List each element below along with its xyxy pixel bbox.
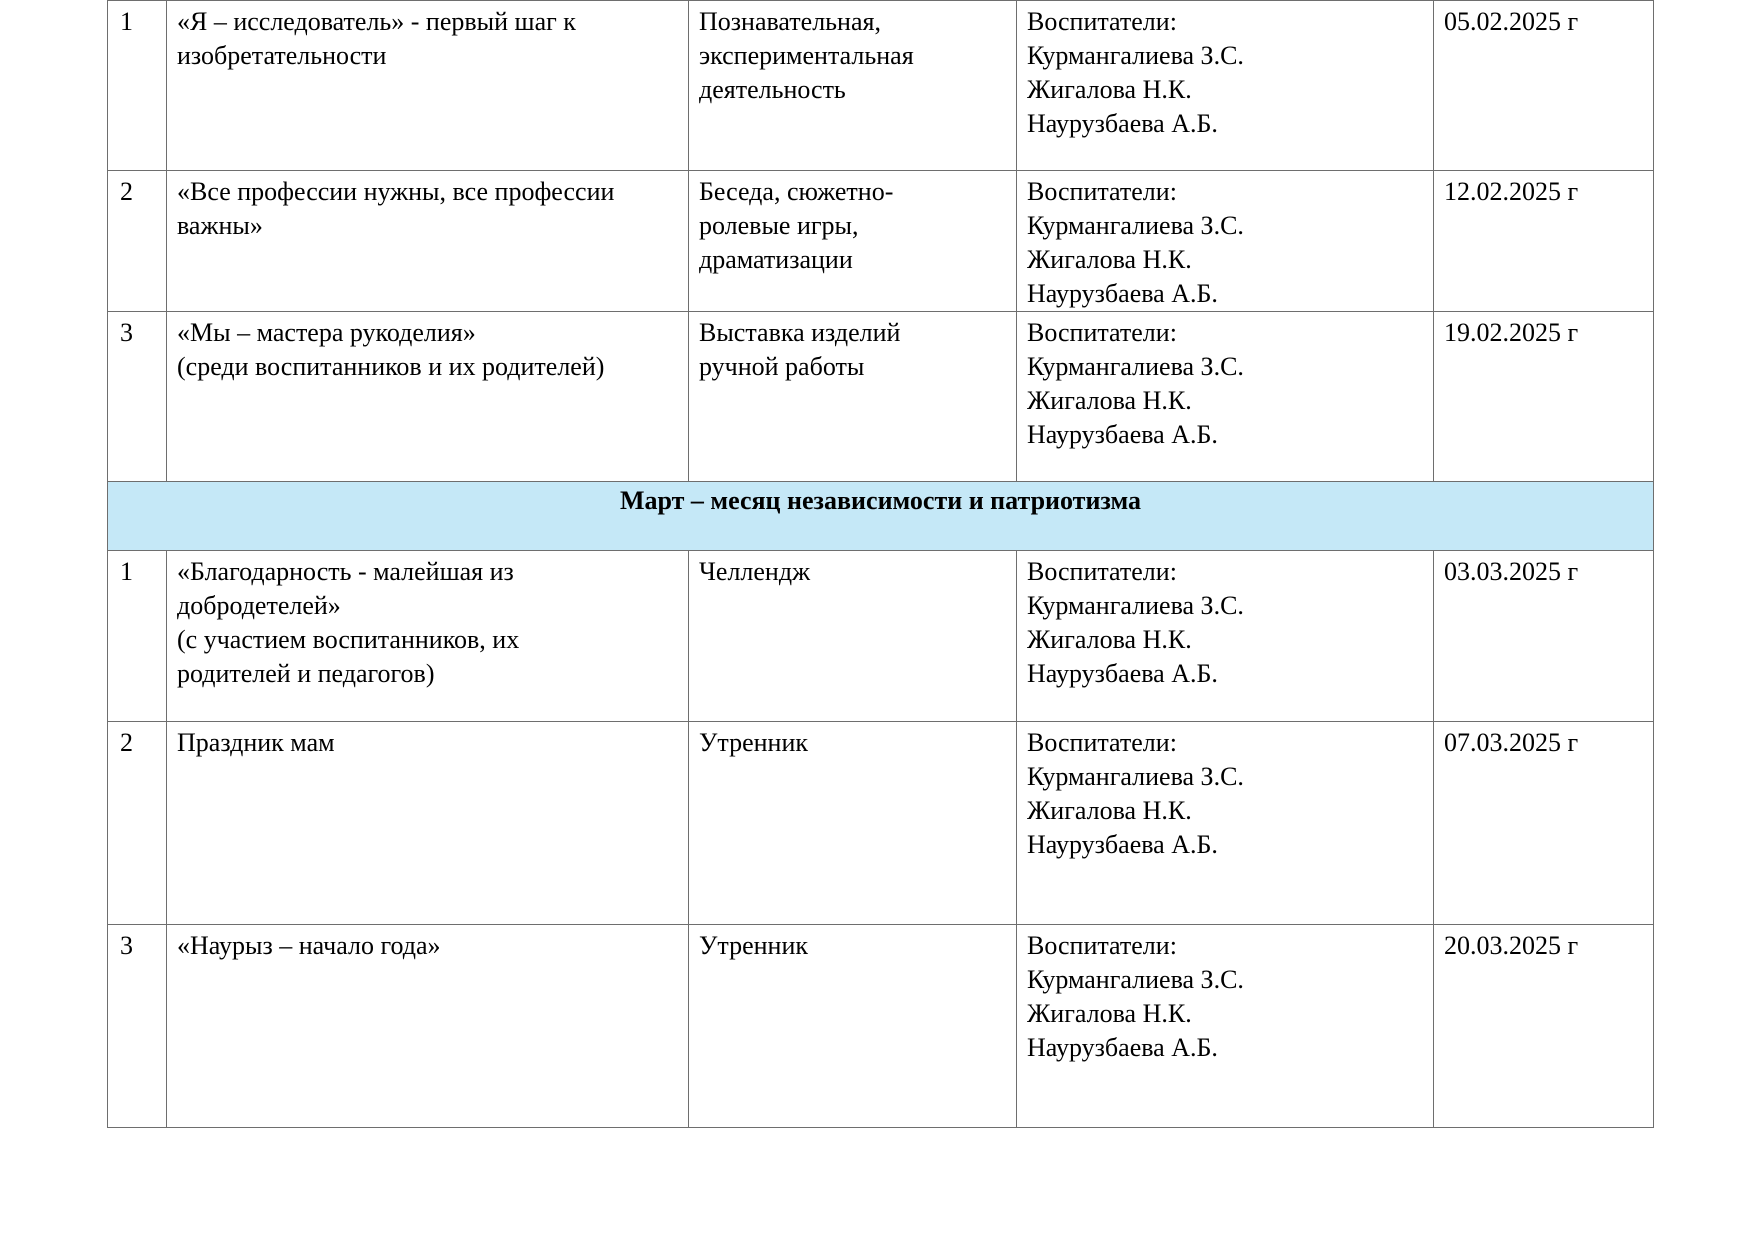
- row-number: 2: [108, 171, 167, 312]
- event-title: «Благодарность - малейшая из добродетелей» (с участием воспитанников, их родителей и педагогов): [167, 551, 689, 722]
- table-row: [108, 551, 1654, 722]
- event-date: 12.02.2025 г: [1434, 171, 1654, 312]
- row-number: 1: [108, 1, 167, 171]
- table-row: [108, 171, 1654, 312]
- responsible-persons: Воспитатели: Курмангалиева З.С. Жигалова Н.К. Наурузбаева А.Б.: [1017, 1, 1434, 171]
- event-date: 19.02.2025 г: [1434, 312, 1654, 482]
- section-header-row: [108, 482, 1654, 551]
- event-type: Утренник: [689, 925, 1017, 1128]
- event-type: Утренник: [689, 722, 1017, 925]
- responsible-persons: Воспитатели: Курмангалиева З.С. Жигалова Н.К. Наурузбаева А.Б.: [1017, 551, 1434, 722]
- event-date: 05.02.2025 г: [1434, 1, 1654, 171]
- event-date: 20.03.2025 г: [1434, 925, 1654, 1128]
- event-title: Праздник мам: [167, 722, 689, 925]
- row-number: 3: [108, 312, 167, 482]
- table-row: [108, 722, 1654, 925]
- event-title: «Все профессии нужны, все профессии важны»: [167, 171, 689, 312]
- row-number: 1: [108, 551, 167, 722]
- event-type: Познавательная, экспериментальная деятельность: [689, 1, 1017, 171]
- event-type: Беседа, сюжетно- ролевые игры, драматизации: [689, 171, 1017, 312]
- event-date: 07.03.2025 г: [1434, 722, 1654, 925]
- table-row: [108, 925, 1654, 1128]
- event-title: «Я – исследователь» - первый шаг к изобретательности: [167, 1, 689, 171]
- section-title: Март – месяц независимости и патриотизма: [108, 482, 1654, 551]
- event-date: 03.03.2025 г: [1434, 551, 1654, 722]
- responsible-persons: Воспитатели: Курмангалиева З.С. Жигалова Н.К. Наурузбаева А.Б.: [1017, 171, 1434, 312]
- event-type: Челлендж: [689, 551, 1017, 722]
- row-number: 2: [108, 722, 167, 925]
- events-plan-table: [107, 0, 1654, 1128]
- row-number: 3: [108, 925, 167, 1128]
- table-row: [108, 1, 1654, 171]
- event-type: Выставка изделий ручной работы: [689, 312, 1017, 482]
- responsible-persons: Воспитатели: Курмангалиева З.С. Жигалова Н.К. Наурузбаева А.Б.: [1017, 722, 1434, 925]
- event-title: «Мы – мастера рукоделия» (среди воспитанников и их родителей): [167, 312, 689, 482]
- responsible-persons: Воспитатели: Курмангалиева З.С. Жигалова Н.К. Наурузбаева А.Б.: [1017, 312, 1434, 482]
- responsible-persons: Воспитатели: Курмангалиева З.С. Жигалова Н.К. Наурузбаева А.Б.: [1017, 925, 1434, 1128]
- event-title: «Наурыз – начало года»: [167, 925, 689, 1128]
- table-row: [108, 312, 1654, 482]
